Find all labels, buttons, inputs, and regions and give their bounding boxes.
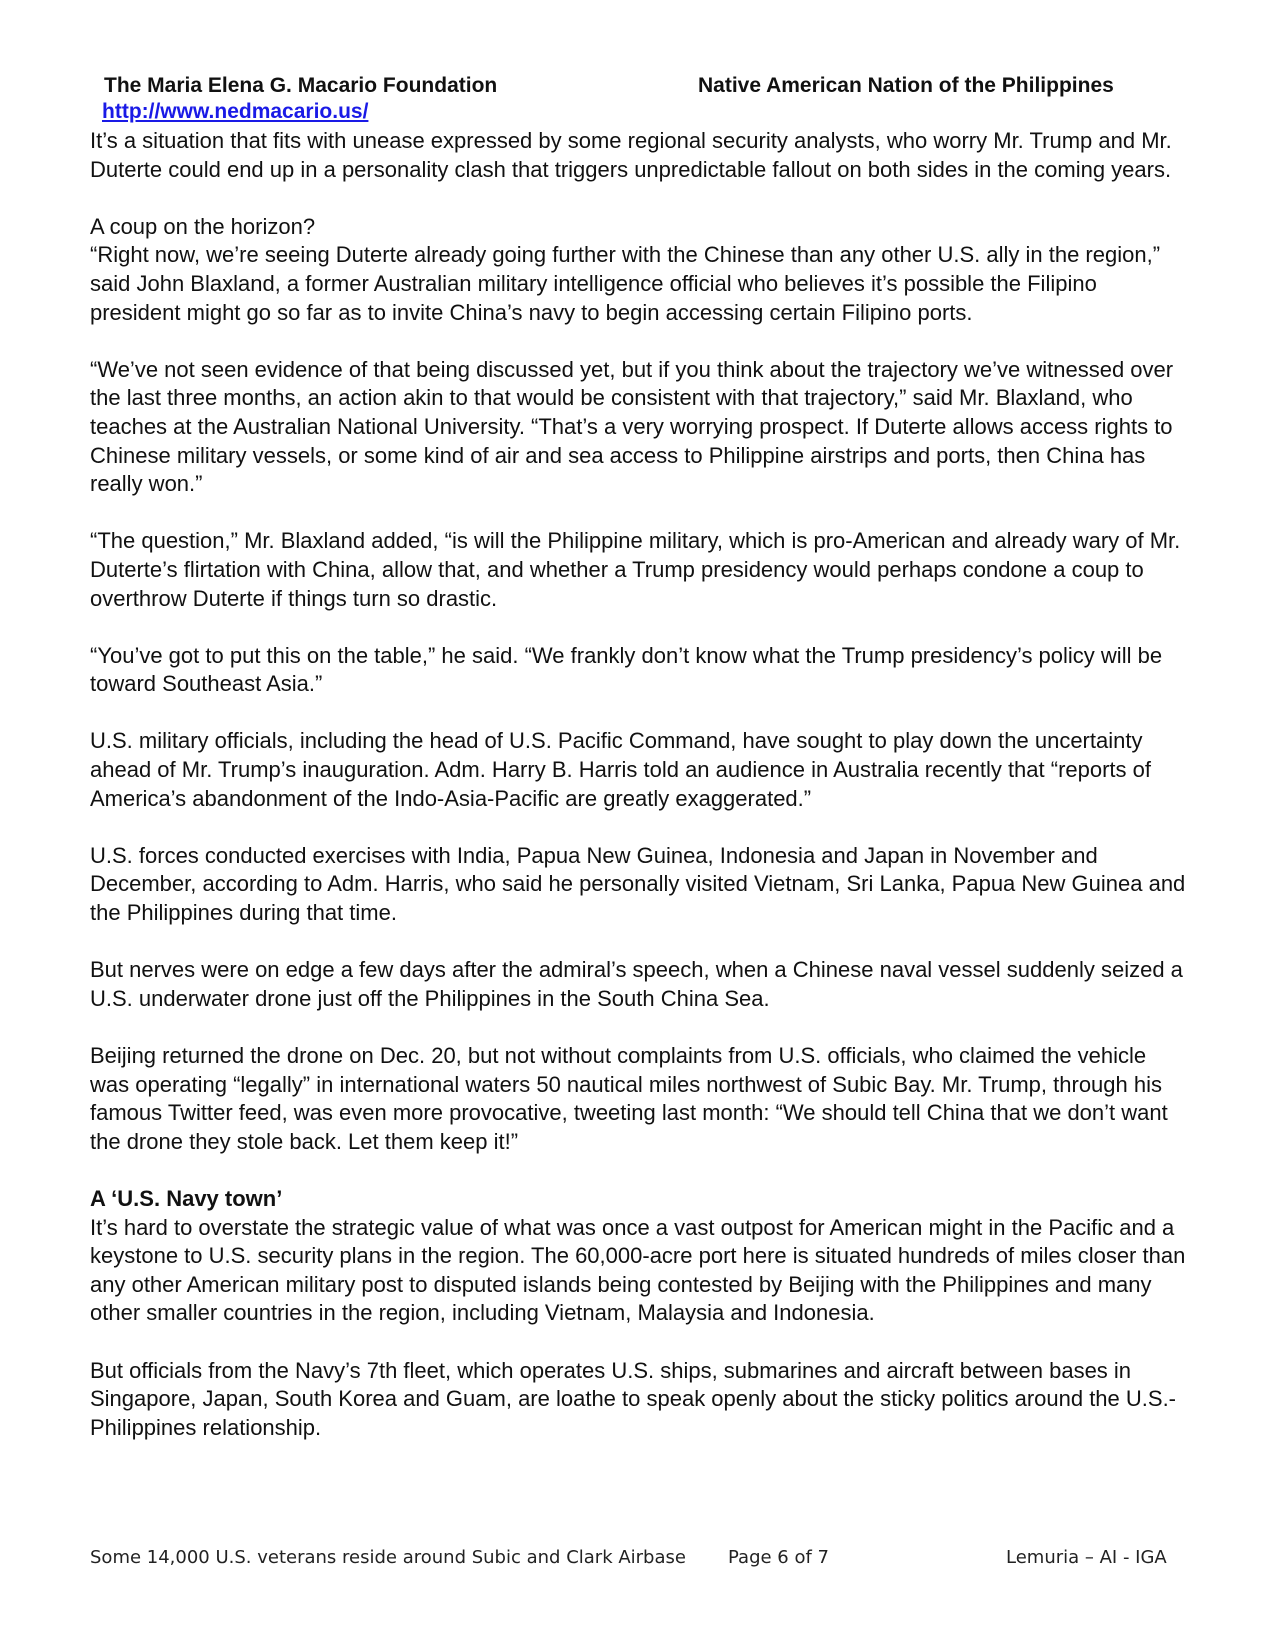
paragraph: It’s a situation that fits with unease expressed by some regional security analysts, who worry Mr. Trump and Mr. Duterte could end up in a personality clash that triggers unpredictable fallout on both sides in the coming years. <box>90 128 1172 182</box>
paragraph: It’s hard to overstate the strategic value of what was once a vast outpost for American might in the Pacific and a keystone to U.S. security plans in the region. The 60,000-acre port here is situated hundreds of miles closer than any other American military post to disputed islands being contested by Beijing with the Philippines and many other smaller countries in the region, including Vietnam, Malaysia and Indonesia. <box>90 1214 1186 1326</box>
footer-tag: Lemuria – AI - IGA <box>1006 1547 1167 1568</box>
paragraph: “Right now, we’re seeing Duterte already going further with the Chinese than any other U.S. ally in the region,” said John Blaxland, a former Australian military intelligence official who believes it’s possible the Filipino president might go so far as to invite China’s navy to begin accessing certain Filipino ports. <box>90 242 1161 325</box>
nation-name: Native American Nation of the Philippines <box>698 74 1114 97</box>
paragraph: “We’ve not seen evidence of that being discussed yet, but if you think about the trajectory we’ve witnessed over the last three months, an action akin to that would be consistent with that trajectory,” said Mr. Blaxland, who teaches at the Australian National University. “That’s a very worrying prospect. If Duterte allows access rights to Chinese military vessels, or some kind of air and sea access to Philippine airstrips and ports, then China has really won.” <box>90 356 1174 497</box>
paragraph: Beijing returned the drone on Dec. 20, but not without complaints from U.S. officials, who claimed the vehicle was operating “legally” in international waters 50 nautical miles northwest of Subic Bay. Mr. Trump, through his famous Twitter feed, was even more provocative, tweeting last month: “We should tell China that we don’t want the drone they stole back. Let them keep it!” <box>90 1043 1168 1154</box>
paragraph: “You’ve got to put this on the table,” he said. “We frankly don’t know what the Trump presidency’s policy will be toward Southeast Asia.” <box>90 642 1163 697</box>
foundation-url-link[interactable]: http://www.nedmacario.us/ <box>102 100 369 123</box>
section-heading: A ‘U.S. Navy town’ <box>90 1185 283 1211</box>
footer-caption: Some 14,000 U.S. veterans reside around Subic and Clark Airbase <box>90 1547 686 1568</box>
foundation-name: The Maria Elena G. Macario Foundation <box>104 74 498 97</box>
paragraph: But officials from the Navy’s 7th fleet, which operates U.S. ships, submarines and aircraft between bases in Singapore, Japan, South Korea and Guam, are loathe to speak openly about the sticky politics around the U.S.-Philippines relationship. <box>90 1357 1177 1440</box>
paragraph: U.S. military officials, including the head of U.S. Pacific Command, have sought to play down the uncertainty ahead of Mr. Trump’s inauguration. Adm. Harry B. Harris told an audience in Australia recently that “reports of America’s abandonment of the Indo-Asia-Pacific are greatly exaggerated.” <box>90 728 1152 811</box>
paragraph: U.S. forces conducted exercises with India, Papua New Guinea, Indonesia and Japan in November and December, according to Adm. Harris, who said he personally visited Vietnam, Sri Lanka, Papua New Guinea and the Philippines during that time. <box>90 842 1186 926</box>
article-body <box>90 127 1190 1442</box>
page-number: Page 6 of 7 <box>728 1547 829 1568</box>
section-subheading: A coup on the horizon? <box>90 213 316 239</box>
paragraph: But nerves were on edge a few days after the admiral’s speech, when a Chinese naval vessel suddenly seized a U.S. underwater drone just off the Philippines in the South China Sea. <box>90 957 1183 1011</box>
paragraph: “The question,” Mr. Blaxland added, “is will the Philippine military, which is pro-American and already wary of Mr. Duterte’s flirtation with China, allow that, and whether a Trump presidency would perhaps condone a coup to overthrow Duterte if things turn so drastic. <box>90 528 1181 611</box>
